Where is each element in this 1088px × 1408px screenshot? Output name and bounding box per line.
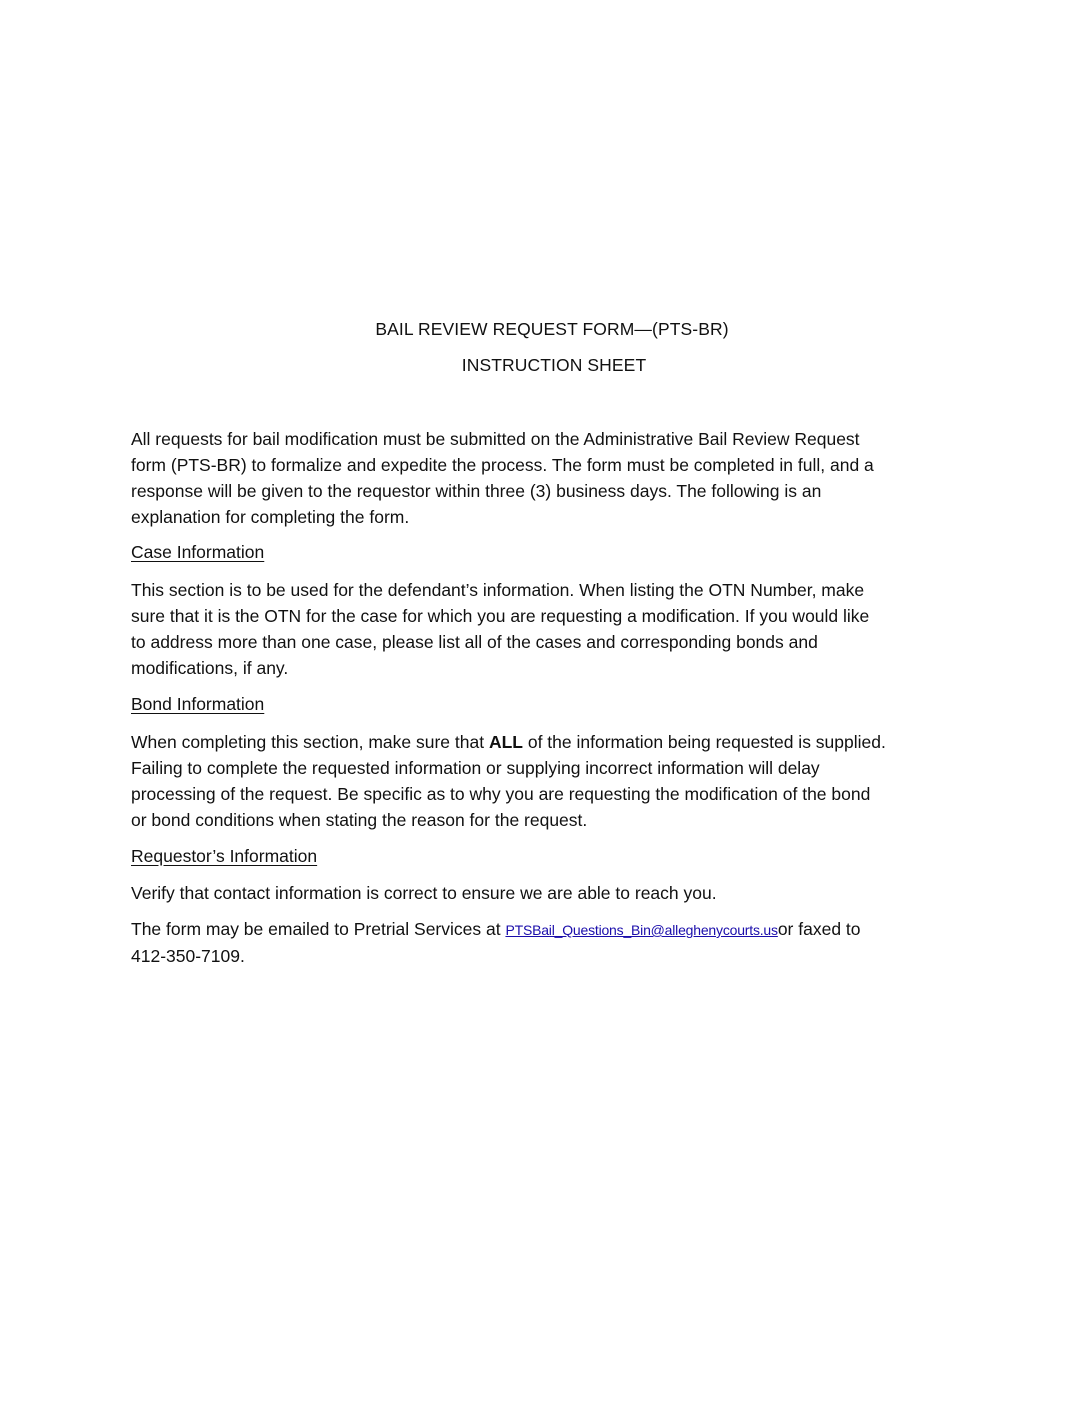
- intro-line: form (PTS-BR) to formalize and expedite the process. The form must be completed in full, and a: [131, 455, 874, 475]
- bond-line: or bond conditions when stating the reason for the request.: [131, 810, 588, 830]
- case-information-paragraph: [131, 577, 1001, 681]
- intro-paragraph: [131, 426, 1001, 530]
- submission-line: [131, 916, 1001, 943]
- requestor-information-paragraph: Verify that contact information is correct to ensure we are able to reach you.: [131, 883, 717, 903]
- case-line: This section is to be used for the defendant’s information. When listing the OTN Number, make: [131, 580, 865, 600]
- email-link[interactable]: PTSBail_Questions_Bin@alleghenycourts.us: [505, 922, 778, 938]
- bond-line-text: When completing this section, make sure that: [131, 732, 489, 752]
- requestor-information-heading: Requestor’s Information: [131, 846, 318, 866]
- case-line: modifications, if any.: [131, 658, 289, 678]
- fax-number: 412-350-7109.: [131, 946, 245, 966]
- intro-line: All requests for bail modification must be submitted on the Administrative Bail Review Request: [131, 429, 860, 449]
- submission-paragraph: [131, 916, 1001, 969]
- bond-emphasis: ALL: [488, 732, 523, 752]
- bond-information-paragraph: [131, 729, 1001, 833]
- intro-line: explanation for completing the form.: [131, 507, 410, 527]
- bond-line: Failing to complete the requested information or supplying incorrect information will delay: [131, 758, 820, 778]
- bond-line: [131, 729, 1001, 755]
- case-information-heading: Case Information: [131, 542, 265, 562]
- case-line: to address more than one case, please list all of the cases and corresponding bonds and: [131, 632, 818, 652]
- intro-line: response will be given to the requestor within three (3) business days. The following is an: [131, 481, 822, 501]
- case-line: sure that it is the OTN for the case for which you are requesting a modification. If you would like: [131, 606, 870, 626]
- bond-line: processing of the request. Be specific as to why you are requesting the modification of the bond: [131, 784, 871, 804]
- document-subtitle: INSTRUCTION SHEET: [461, 355, 647, 375]
- submission-text: or faxed to: [777, 919, 861, 939]
- bond-line-text: of the information being requested is supplied.: [522, 732, 886, 752]
- document-title: BAIL REVIEW REQUEST FORM—(PTS-BR): [375, 319, 729, 339]
- submission-text: The form may be emailed to Pretrial Services at: [131, 919, 506, 939]
- bond-information-heading: Bond Information: [131, 694, 265, 714]
